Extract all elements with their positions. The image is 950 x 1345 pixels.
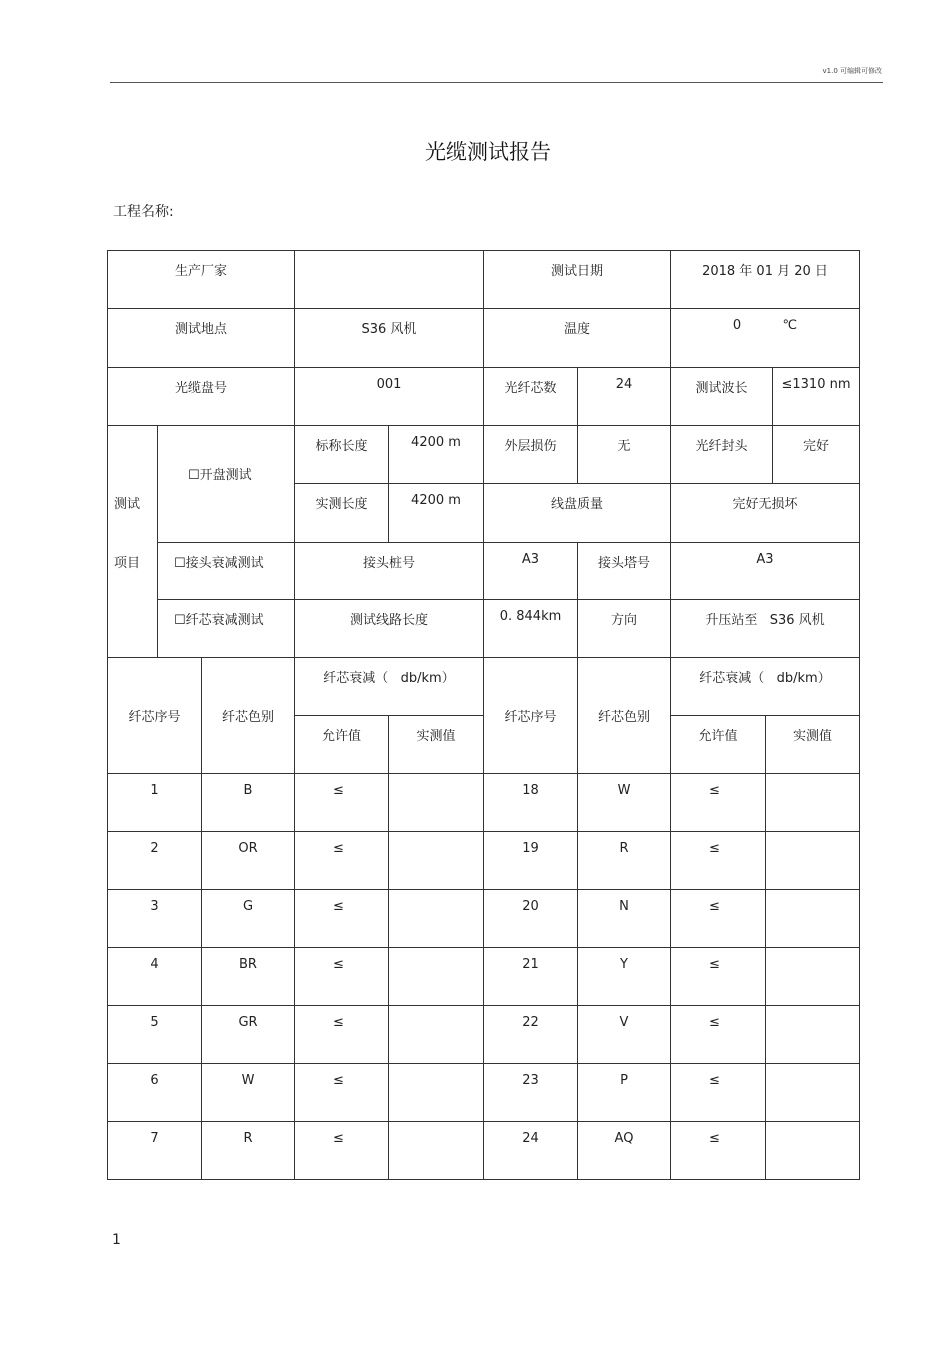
- left-measured-cell[interactable]: [388, 773, 484, 832]
- splice-test-checkbox[interactable]: ☐接头衰减测试: [157, 542, 295, 600]
- line-length-label: 测试线路长度: [294, 599, 484, 658]
- right-atten-header: 纤芯衰减（ db/km）: [670, 657, 860, 716]
- left-measured-cell[interactable]: [388, 947, 484, 1006]
- right-allowed-cell: ≤: [670, 831, 766, 890]
- fiber-count-value: 24: [577, 367, 671, 426]
- page-title: 光缆测试报告: [425, 140, 551, 164]
- left-color-cell: W: [201, 1063, 295, 1122]
- manufacturer-value: [294, 250, 484, 309]
- page-number: 1: [112, 1232, 121, 1248]
- core-test-checkbox[interactable]: ☐纤芯衰减测试: [157, 599, 295, 658]
- left-seq-cell: 5: [107, 1005, 202, 1064]
- location-label: 测试地点: [107, 308, 295, 368]
- line-length-value: 0. 844km: [483, 599, 578, 658]
- left-allowed-cell: ≤: [294, 773, 389, 832]
- splice-pile-value: A3: [483, 542, 578, 600]
- right-seq-cell: 18: [483, 773, 578, 832]
- right-measured-cell[interactable]: [765, 1121, 860, 1180]
- measured-length-value: 4200 m: [388, 483, 484, 543]
- wavelength-value: ≤1310 nm: [772, 367, 860, 426]
- left-measured-cell[interactable]: [388, 889, 484, 948]
- test-date-value: 2018 年 01 月 20 日: [670, 250, 860, 309]
- measured-length-label: 实测长度: [294, 483, 389, 543]
- left-measured-cell[interactable]: [388, 1063, 484, 1122]
- right-seq-cell: 19: [483, 831, 578, 890]
- right-measured-cell[interactable]: [765, 1005, 860, 1064]
- right-allowed-cell: ≤: [670, 889, 766, 948]
- outer-damage-label: 外层损伤: [483, 425, 578, 484]
- left-color-header: 纤芯色别: [201, 657, 295, 774]
- left-allowed-cell: ≤: [294, 1121, 389, 1180]
- left-seq-header: 纤芯序号: [107, 657, 202, 774]
- left-allowed-cell: ≤: [294, 1063, 389, 1122]
- right-allowed-cell: ≤: [670, 947, 766, 1006]
- right-color-header: 纤芯色别: [577, 657, 671, 774]
- temperature-value: 0 ℃: [670, 308, 860, 368]
- reel-number-label: 光缆盘号: [107, 367, 295, 426]
- test-items-label-2: 项目: [114, 556, 141, 571]
- left-seq-cell: 7: [107, 1121, 202, 1180]
- right-allowed-cell: ≤: [670, 1121, 766, 1180]
- right-measured-cell[interactable]: [765, 947, 860, 1006]
- right-color-cell: W: [577, 773, 671, 832]
- location-value: S36 风机: [294, 308, 484, 368]
- fiber-seal-value: 完好: [772, 425, 860, 484]
- right-allowed-cell: ≤: [670, 1063, 766, 1122]
- fiber-count-label: 光纤芯数: [483, 367, 578, 426]
- left-seq-cell: 1: [107, 773, 202, 832]
- fiber-seal-label: 光纤封头: [670, 425, 773, 484]
- right-color-cell: Y: [577, 947, 671, 1006]
- right-color-cell: N: [577, 889, 671, 948]
- left-measured-header: 实测值: [388, 715, 484, 774]
- reel-quality-value: 完好无损坏: [670, 483, 860, 543]
- left-measured-cell[interactable]: [388, 1005, 484, 1064]
- direction-value: 升压站至 S36 风机: [670, 599, 860, 658]
- left-allowed-header: 允许值: [294, 715, 389, 774]
- right-measured-cell[interactable]: [765, 889, 860, 948]
- left-allowed-cell: ≤: [294, 889, 389, 948]
- right-allowed-cell: ≤: [670, 1005, 766, 1064]
- outer-damage-value: 无: [577, 425, 671, 484]
- project-name-label: 工程名称:: [113, 204, 174, 220]
- left-color-cell: BR: [201, 947, 295, 1006]
- left-atten-header: 纤芯衰减（ db/km）: [294, 657, 484, 716]
- left-seq-cell: 6: [107, 1063, 202, 1122]
- open-reel-test-cell: [157, 425, 295, 543]
- reel-quality-label: 线盘质量: [483, 483, 671, 543]
- right-measured-cell[interactable]: [765, 1063, 860, 1122]
- right-measured-header: 实测值: [765, 715, 860, 774]
- splice-tower-label: 接头塔号: [577, 542, 671, 600]
- right-measured-cell[interactable]: [765, 773, 860, 832]
- left-seq-cell: 4: [107, 947, 202, 1006]
- splice-pile-label: 接头桩号: [294, 542, 484, 600]
- left-allowed-cell: ≤: [294, 831, 389, 890]
- right-seq-cell: 21: [483, 947, 578, 1006]
- wavelength-label: 测试波长: [670, 367, 773, 426]
- right-seq-cell: 20: [483, 889, 578, 948]
- left-seq-cell: 3: [107, 889, 202, 948]
- right-allowed-cell: ≤: [670, 773, 766, 832]
- temperature-label: 温度: [483, 308, 671, 368]
- right-measured-cell[interactable]: [765, 831, 860, 890]
- right-seq-header: 纤芯序号: [483, 657, 578, 774]
- left-allowed-cell: ≤: [294, 947, 389, 1006]
- right-color-cell: AQ: [577, 1121, 671, 1180]
- right-color-cell: P: [577, 1063, 671, 1122]
- right-seq-cell: 22: [483, 1005, 578, 1064]
- left-measured-cell[interactable]: [388, 831, 484, 890]
- left-color-cell: B: [201, 773, 295, 832]
- header-rule: [110, 82, 883, 83]
- left-seq-cell: 2: [107, 831, 202, 890]
- left-color-cell: G: [201, 889, 295, 948]
- test-items-label-1: 测试: [114, 497, 141, 512]
- right-seq-cell: 24: [483, 1121, 578, 1180]
- left-color-cell: GR: [201, 1005, 295, 1064]
- left-measured-cell[interactable]: [388, 1121, 484, 1180]
- reel-number-value: 001: [294, 367, 484, 426]
- test-items-side-cell: [107, 425, 158, 658]
- left-allowed-cell: ≤: [294, 1005, 389, 1064]
- right-allowed-header: 允许值: [670, 715, 766, 774]
- right-color-cell: R: [577, 831, 671, 890]
- right-seq-cell: 23: [483, 1063, 578, 1122]
- direction-label: 方向: [577, 599, 671, 658]
- left-color-cell: R: [201, 1121, 295, 1180]
- splice-tower-value: A3: [670, 542, 860, 600]
- left-color-cell: OR: [201, 831, 295, 890]
- nominal-length-label: 标称长度: [294, 425, 389, 484]
- nominal-length-value: 4200 m: [388, 425, 484, 484]
- header-version-note: v1.0 可编辑可修改: [822, 67, 882, 75]
- open-reel-test-checkbox[interactable]: ☐开盘测试: [188, 468, 252, 483]
- test-date-label: 测试日期: [483, 250, 671, 309]
- manufacturer-label: 生产厂家: [107, 250, 295, 309]
- right-color-cell: V: [577, 1005, 671, 1064]
